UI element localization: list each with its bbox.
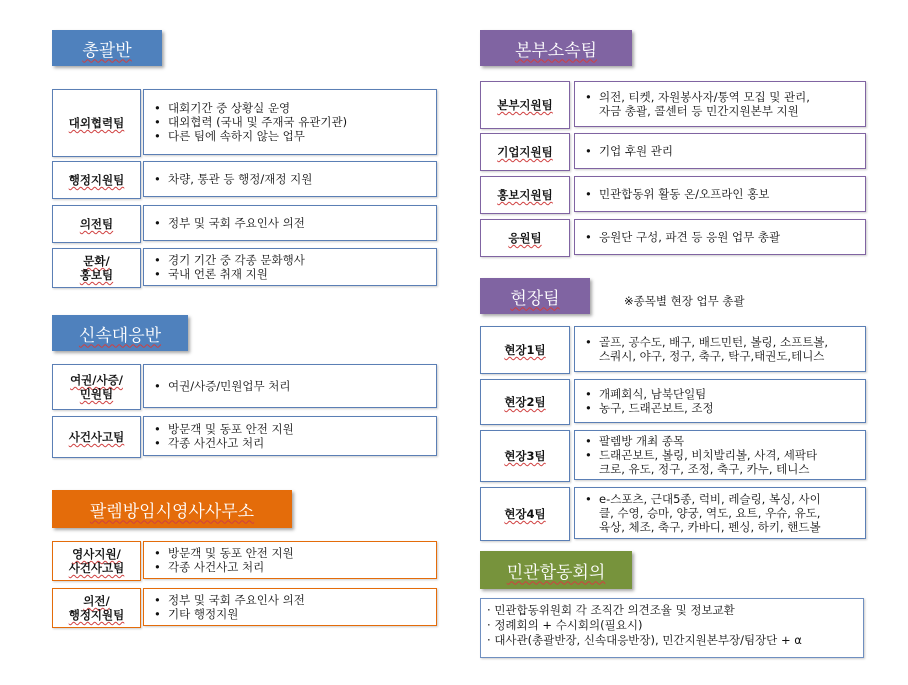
team-label: 의전/ 행정지원팀 (52, 588, 141, 628)
team-description: • 개폐회식, 남북단일팀 • 농구, 드래곤보트, 조정 (574, 379, 866, 423)
team-description: • 경기 기간 중 각종 문화행사 • 국내 언론 취재 지원 (143, 248, 437, 286)
team-label: 현장1팀 (480, 326, 570, 374)
team-label: 현장4팀 (480, 487, 570, 541)
section-header-chonggwal: 총괄반 (52, 30, 162, 66)
team-description: • 차량, 통관 등 행정/재정 지원 (143, 161, 437, 197)
team-label: 여권/사증/ 민원팀 (52, 364, 141, 410)
team-label: 사건사고팀 (52, 416, 141, 458)
team-description: • 방문객 및 동포 안전 지원 • 각종 사건사고 처리 (143, 416, 437, 456)
team-label: 대외협력팀 (52, 89, 141, 157)
team-description: • 정부 및 국회 주요인사 의전 (143, 205, 437, 241)
team-label: 홍보지원팀 (480, 176, 570, 214)
section-note: ※종목별 현장 업무 총괄 (624, 294, 745, 308)
team-description: • 민관합동위 활동 온/오프라인 홍보 (574, 176, 866, 212)
team-label: 현장2팀 (480, 379, 570, 425)
team-label: 문화/ 홍보팀 (52, 248, 141, 288)
meeting-line: · 민관합동위원회 각 조직간 의견조율 및 정보교환 (487, 603, 857, 618)
section-header-palembang: 팔렘방임시영사사무소 (52, 490, 292, 528)
team-description: • 의전, 티켓, 자원봉사자/통역 모집 및 관리, 자금 총괄, 콜센터 등 민간지원본부 지원 (574, 81, 866, 127)
team-label: 본부지원팀 (480, 81, 570, 129)
team-description: • 팔렘방 개최 종목 • 드래곤보트, 볼링, 비치발리볼, 사격, 세팍타 크로, 유도, 정구, 조정, 축구, 카누, 테니스 (574, 430, 866, 480)
team-description: • 기업 후원 관리 (574, 133, 866, 169)
team-label: 행정지원팀 (52, 161, 141, 199)
section-header-bonbu: 본부소속팀 (480, 30, 632, 66)
team-description: • 골프, 공수도, 배구, 배드민턴, 볼링, 소프트볼, 스쿼시, 야구, 정구, 축구, 탁구,태권도,테니스 (574, 326, 866, 372)
team-description: • 대회기간 중 상황실 운영 • 대외협력 (국내 및 주재국 유관기관) • 다른 팀에 속하지 않는 업무 (143, 89, 437, 155)
team-description: • 방문객 및 동포 안전 지원 • 각종 사건사고 처리 (143, 541, 437, 579)
team-label: 기업지원팀 (480, 133, 570, 171)
team-label: 현장3팀 (480, 430, 570, 482)
section-header-hyeonjang: 현장팀 (480, 278, 590, 314)
team-label: 영사지원/ 사건사고팀 (52, 541, 141, 581)
team-description: • 여권/사증/민원업무 처리 (143, 364, 437, 408)
team-label: 의전팀 (52, 205, 141, 243)
team-description: • 응원단 구성, 파견 등 응원 업무 총괄 (574, 219, 866, 255)
meeting-description (480, 598, 864, 658)
section-header-mingwan: 민관합동회의 (480, 551, 632, 589)
team-label: 응원팀 (480, 219, 570, 257)
meeting-line: · 정례회의 + 수시회의(필요시) (487, 618, 857, 633)
section-header-sinsok: 신속대응반 (52, 315, 188, 351)
team-description: • e-스포츠, 근대5종, 럭비, 레슬링, 복싱, 사이 클, 수영, 승마, 양궁, 역도, 요트, 우슈, 유도, 육상, 체조, 축구, 카바디, 펜싱, 하키, 핸드볼 (574, 487, 866, 539)
meeting-line: · 대사관(총괄반장, 신속대응반장), 민간지원본부장/팀장단 + α (487, 633, 857, 648)
team-description: • 정부 및 국회 주요인사 의전 • 기타 행정지원 (143, 588, 437, 626)
